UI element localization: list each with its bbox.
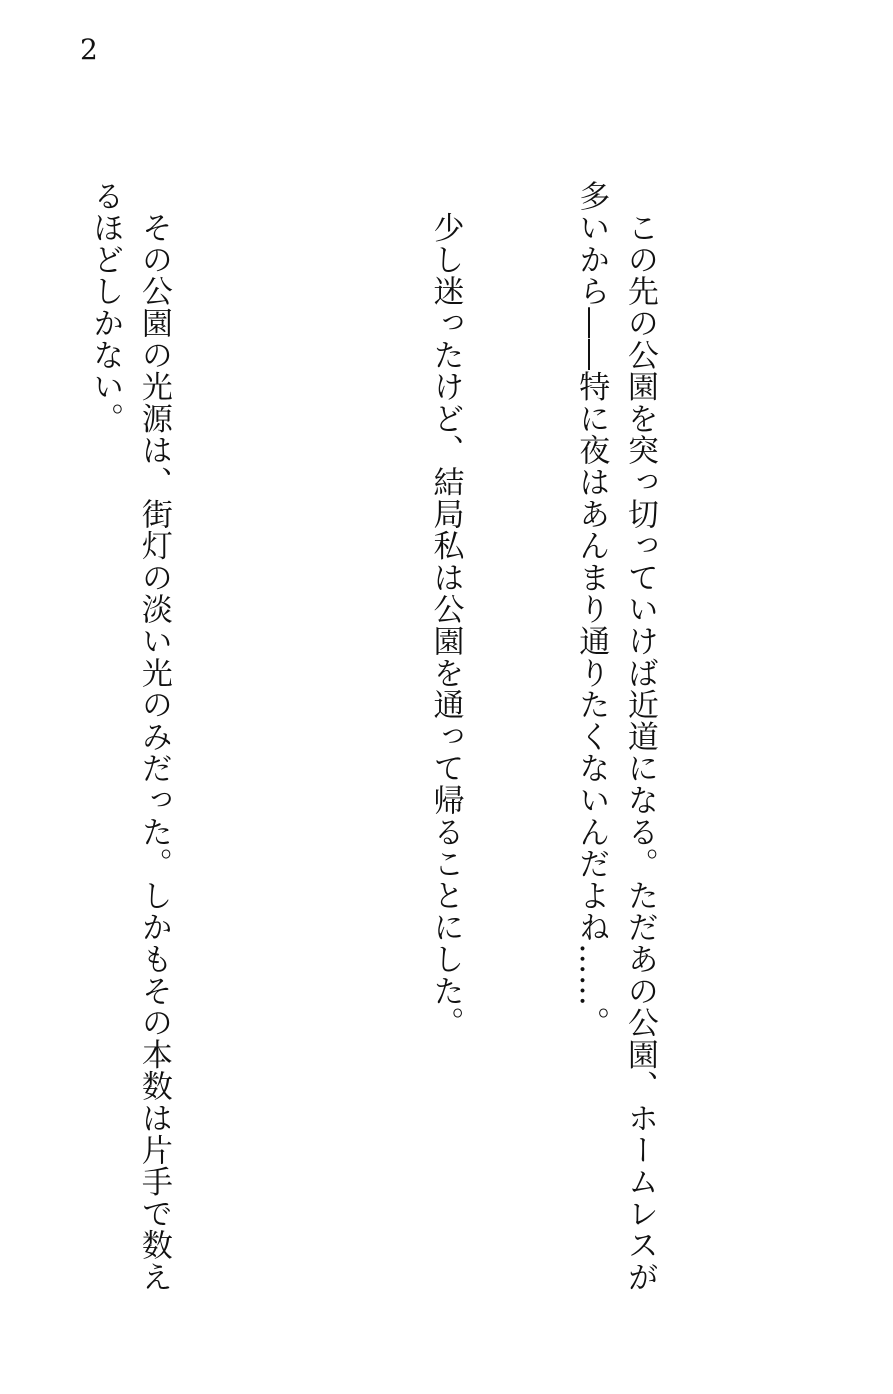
vertical-text-body <box>0 180 761 1300</box>
page-number: 2 <box>80 33 98 66</box>
paragraph-gap <box>275 180 324 1300</box>
paragraph: この先の公園を突っ切っていけば近道になる。ただあの公園、ホームレスが多いから――特に夜はあんまり通りたくないんだよね……。 <box>573 180 658 1293</box>
paragraph: その公園の光源は、街灯の淡い光のみだった。しかもその本数は片手で数えるほどしかない。 <box>87 180 172 1293</box>
paragraph: 少し迷ったけど、結局私は公園を通って帰ることにした。 <box>427 180 464 1039</box>
